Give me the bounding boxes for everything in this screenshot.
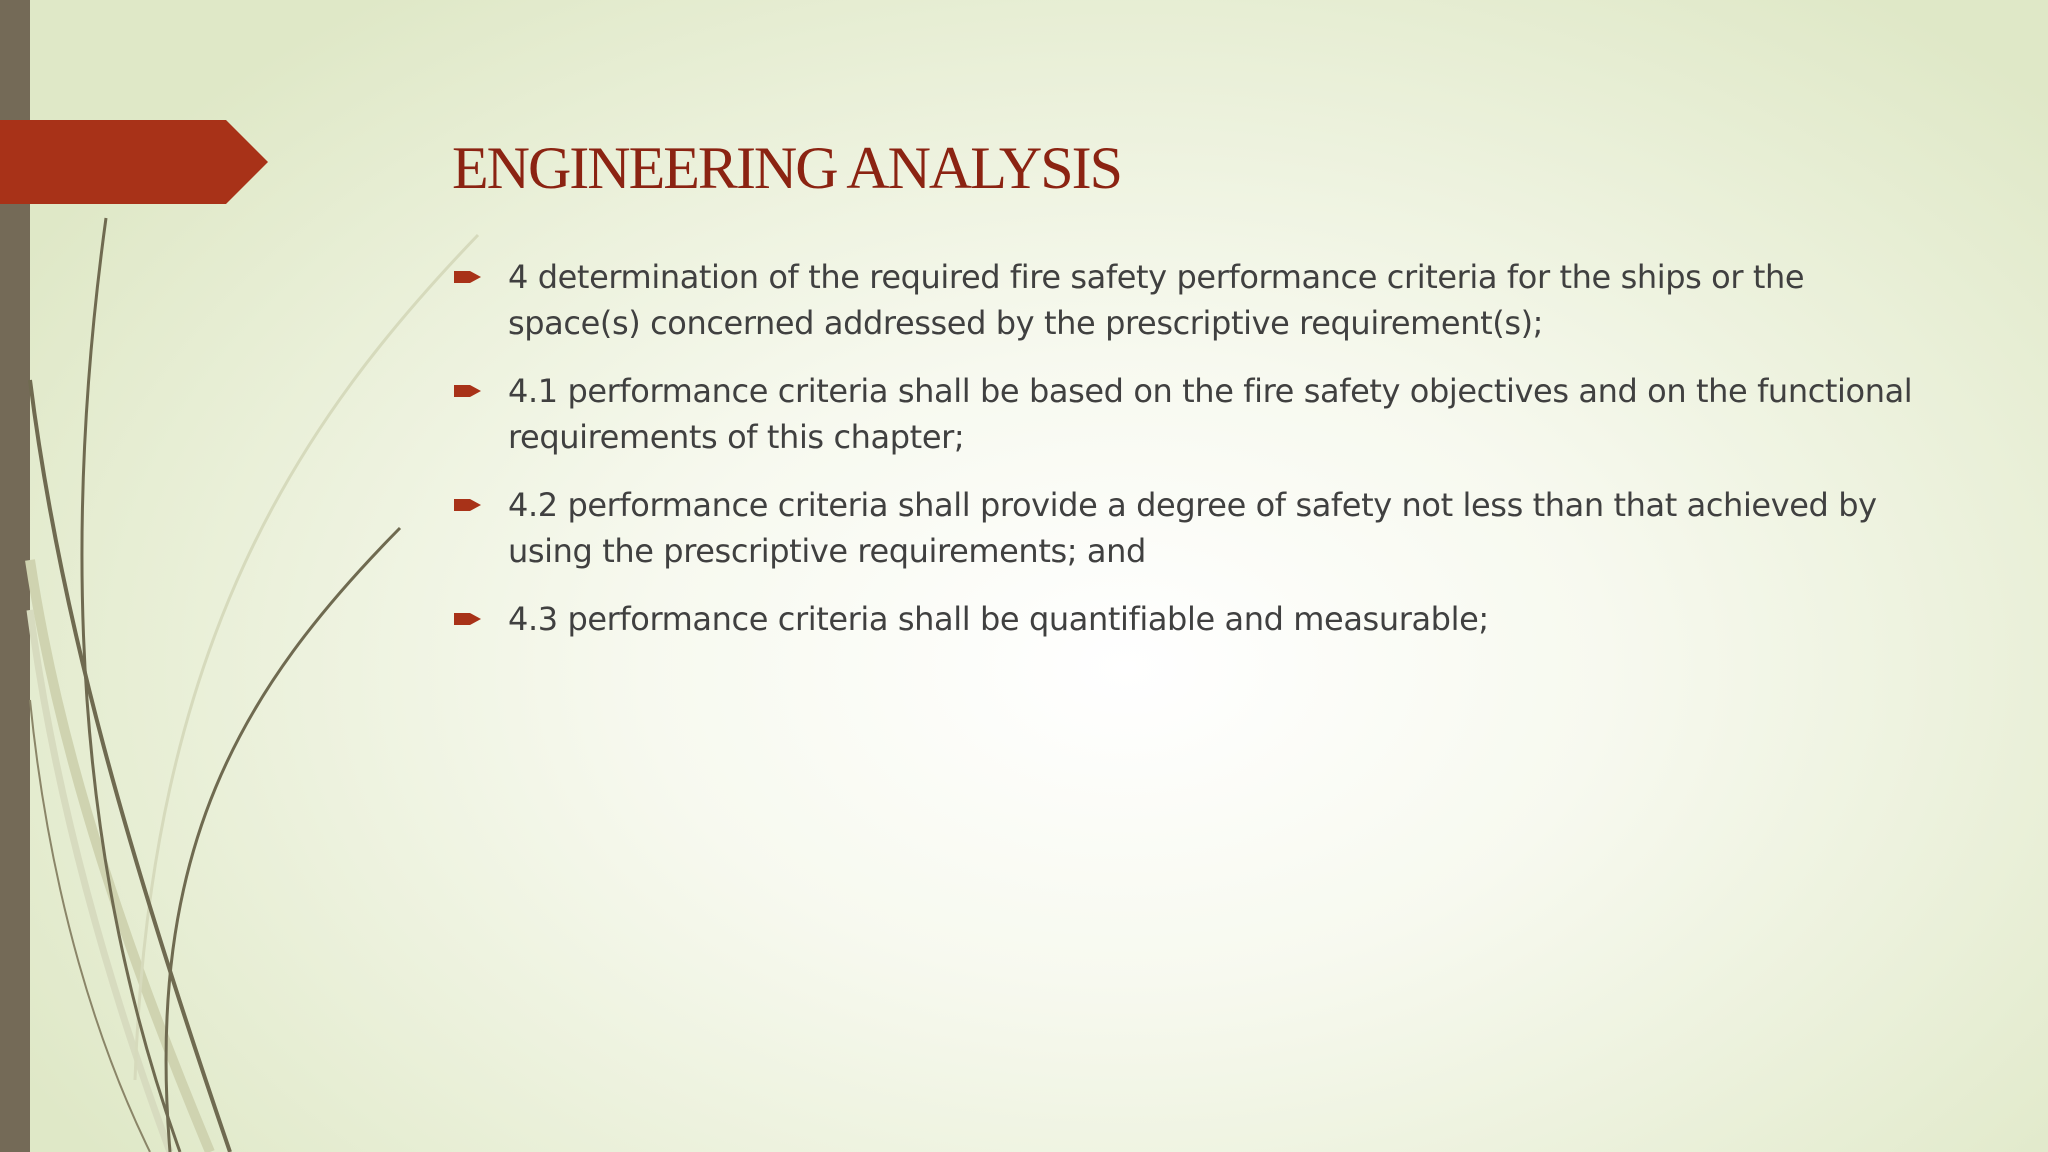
arrow-bullet-icon xyxy=(454,496,481,514)
pale-stem xyxy=(135,235,478,1080)
pale-stem xyxy=(30,560,210,1152)
arrow-bullet-icon xyxy=(454,610,481,628)
bullet-item xyxy=(452,482,1932,574)
bullet-text: 4 determination of the required fire safety performance criteria for the ships or the space(s) concerned addressed by the prescriptive requirement(s); xyxy=(508,258,1805,342)
arrow-bullet-icon xyxy=(454,268,481,286)
bullet-item xyxy=(452,254,1932,346)
bullet-list xyxy=(452,254,1932,664)
dark-stem xyxy=(82,218,180,1152)
arrow-bullet-icon xyxy=(454,382,481,400)
bullet-item xyxy=(452,368,1932,460)
arrow-tag-shape xyxy=(0,120,268,204)
bullet-item xyxy=(452,596,1932,642)
bullet-text: 4.2 performance criteria shall provide a degree of safety not less than that achieved by using the prescriptive requirements; and xyxy=(508,486,1877,570)
dark-stem xyxy=(30,700,150,1152)
dark-stem xyxy=(166,528,400,1152)
slide-title: ENGINEERING ANALYSIS xyxy=(452,135,1121,201)
bullet-text: 4.1 performance criteria shall be based on the fire safety objectives and on the functional requirements of this chapter; xyxy=(508,372,1913,456)
bullet-text: 4.3 performance criteria shall be quantifiable and measurable; xyxy=(508,600,1489,638)
